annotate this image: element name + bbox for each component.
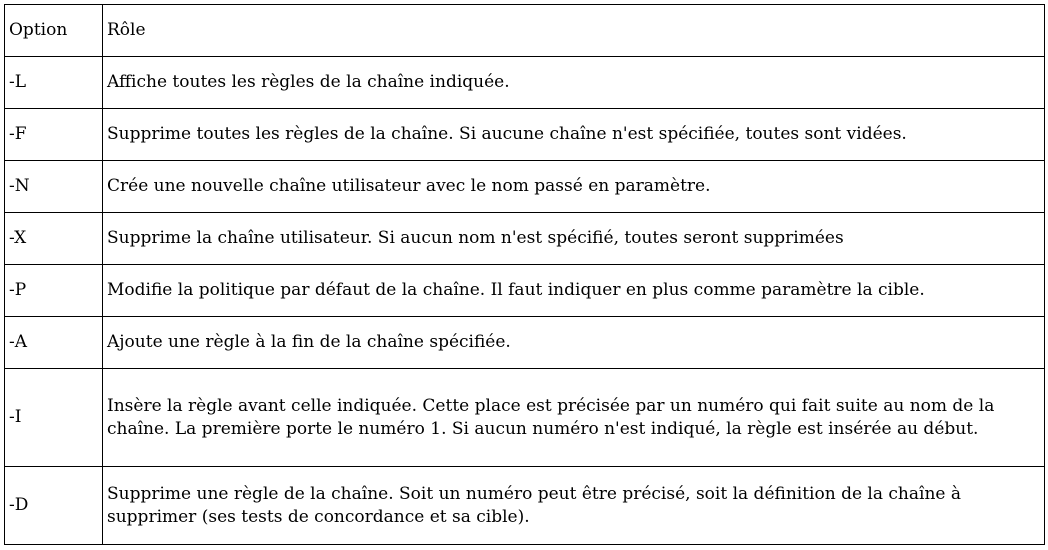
role-cell: Crée une nouvelle chaîne utilisateur avec le nom passé en paramètre. [103, 161, 1045, 213]
header-option: Option [5, 5, 103, 57]
role-cell: Supprime la chaîne utilisateur. Si aucun nom n'est spécifié, toutes seront supprimées [103, 213, 1045, 265]
option-cell: -I [5, 369, 103, 467]
role-cell: Supprime toutes les règles de la chaîne. Si aucune chaîne n'est spécifiée, toutes sont vidées. [103, 109, 1045, 161]
table-row [5, 265, 1045, 317]
table-row [5, 161, 1045, 213]
role-cell: Affiche toutes les règles de la chaîne indiquée. [103, 57, 1045, 109]
option-cell: -L [5, 57, 103, 109]
role-cell: Insère la règle avant celle indiquée. Cette place est précisée par un numéro qui fait suite au nom de la chaîne. La première porte le numéro 1. Si aucun numéro n'est indiqué, la règle est insérée au début. [103, 369, 1045, 467]
table-header-row [5, 5, 1045, 57]
header-role: Rôle [103, 5, 1045, 57]
role-cell: Modifie la politique par défaut de la chaîne. Il faut indiquer en plus comme paramètre la cible. [103, 265, 1045, 317]
option-cell: -X [5, 213, 103, 265]
table-row [5, 317, 1045, 369]
role-cell: Ajoute une règle à la fin de la chaîne spécifiée. [103, 317, 1045, 369]
table-row [5, 369, 1045, 467]
table-row [5, 467, 1045, 545]
table-row [5, 109, 1045, 161]
role-cell: Supprime une règle de la chaîne. Soit un numéro peut être précisé, soit la définition de la chaîne à supprimer (ses tests de concordance et sa cible). [103, 467, 1045, 545]
option-cell: -D [5, 467, 103, 545]
option-cell: -N [5, 161, 103, 213]
option-cell: -F [5, 109, 103, 161]
option-cell: -A [5, 317, 103, 369]
options-table [4, 4, 1045, 545]
table-row [5, 57, 1045, 109]
option-cell: -P [5, 265, 103, 317]
table-row [5, 213, 1045, 265]
